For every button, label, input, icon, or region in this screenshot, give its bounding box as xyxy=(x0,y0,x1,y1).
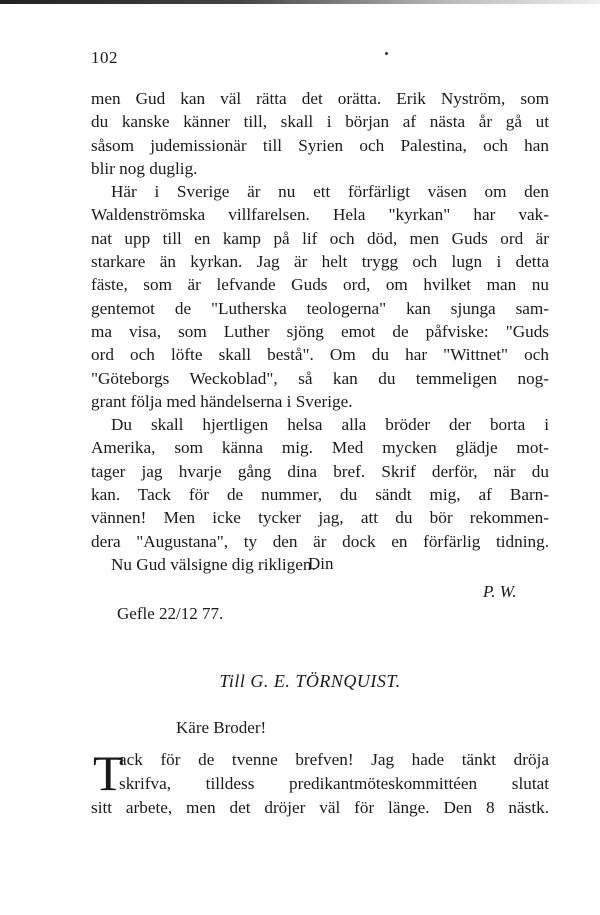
text-line: Amerika, som känna mig. Med mycken glädje mot- xyxy=(91,438,549,458)
text-line: ma visa, som Luther sjöng emot de påfviske: "Guds xyxy=(91,321,549,341)
text-line: gentemot de "Lutherska teologerna" kan sjunga sam- xyxy=(91,298,549,318)
text-line: Waldenströmska villfarelsen. Hela "kyrkan" har vak- xyxy=(91,205,549,225)
text-line: ack för de tvenne brefven! Jag hade tänkt dröja xyxy=(119,750,549,769)
letter-dateline: Gefle 22/12 77. xyxy=(117,604,224,623)
page-top-rule xyxy=(0,0,600,4)
page-number: 102 xyxy=(91,48,118,67)
text-line: fäste, som är lefvande Guds ord, om hvilket man nu xyxy=(91,275,549,295)
section-heading: Till G. E. TÖRNQUIST. xyxy=(219,671,401,691)
closing-word: Din xyxy=(308,554,334,573)
text-line: kan. Tack för de nummer, du sändt mig, af Barn- xyxy=(91,485,549,505)
text-line: såsom judemissionär till Syrien och Palestina, och han xyxy=(91,135,549,155)
letter-body xyxy=(91,87,549,576)
text-line: sitt arbete, men det dröjer väl för länge. Den 8 nästk. xyxy=(91,798,549,817)
text-line: skrifva, tilldess predikantmöteskommittéen slutat xyxy=(119,774,549,793)
text-line: tager jag hvarje gång dina bref. Skrif derför, när du xyxy=(91,461,549,481)
text-line: ord och löfte skall bestå". Om du har "Wittnet" och xyxy=(91,345,549,365)
text-line: starkare än kyrkan. Jag är helt trygg och lugn i detta xyxy=(91,252,549,272)
signature-initials: P. W. xyxy=(483,582,517,601)
text-line: "Göteborgs Weckoblad", så kan du temmeligen nog- xyxy=(91,368,549,388)
text-line: vännen! Men icke tycker jag, att du bör rekommen- xyxy=(91,508,549,528)
salutation: Käre Broder! xyxy=(176,718,267,737)
text-line: dera "Augustana", ty den är dock en förfärlig tidning. xyxy=(91,531,549,551)
print-speck xyxy=(385,52,388,55)
text-line: men Gud kan väl rätta det orätta. Erik Nyström, som xyxy=(91,89,549,108)
next-letter-body xyxy=(91,745,549,820)
text-line: blir nog duglig. xyxy=(91,158,198,178)
text-line: Du skall hjertligen helsa alla bröder der borta i xyxy=(111,415,549,435)
text-line: du kanske känner till, skall i början af nästa år gå ut xyxy=(91,112,549,132)
text-line: Här i Sverige är nu ett förfärligt väsen om den xyxy=(111,182,549,202)
text-line: grant följa med händelserna i Sverige. xyxy=(91,391,353,411)
drop-cap: T xyxy=(93,745,124,801)
text-line: Nu Gud välsigne dig rikligen. xyxy=(111,554,316,574)
text-line: nat upp till en kamp på lif och död, men Guds ord är xyxy=(91,228,549,248)
